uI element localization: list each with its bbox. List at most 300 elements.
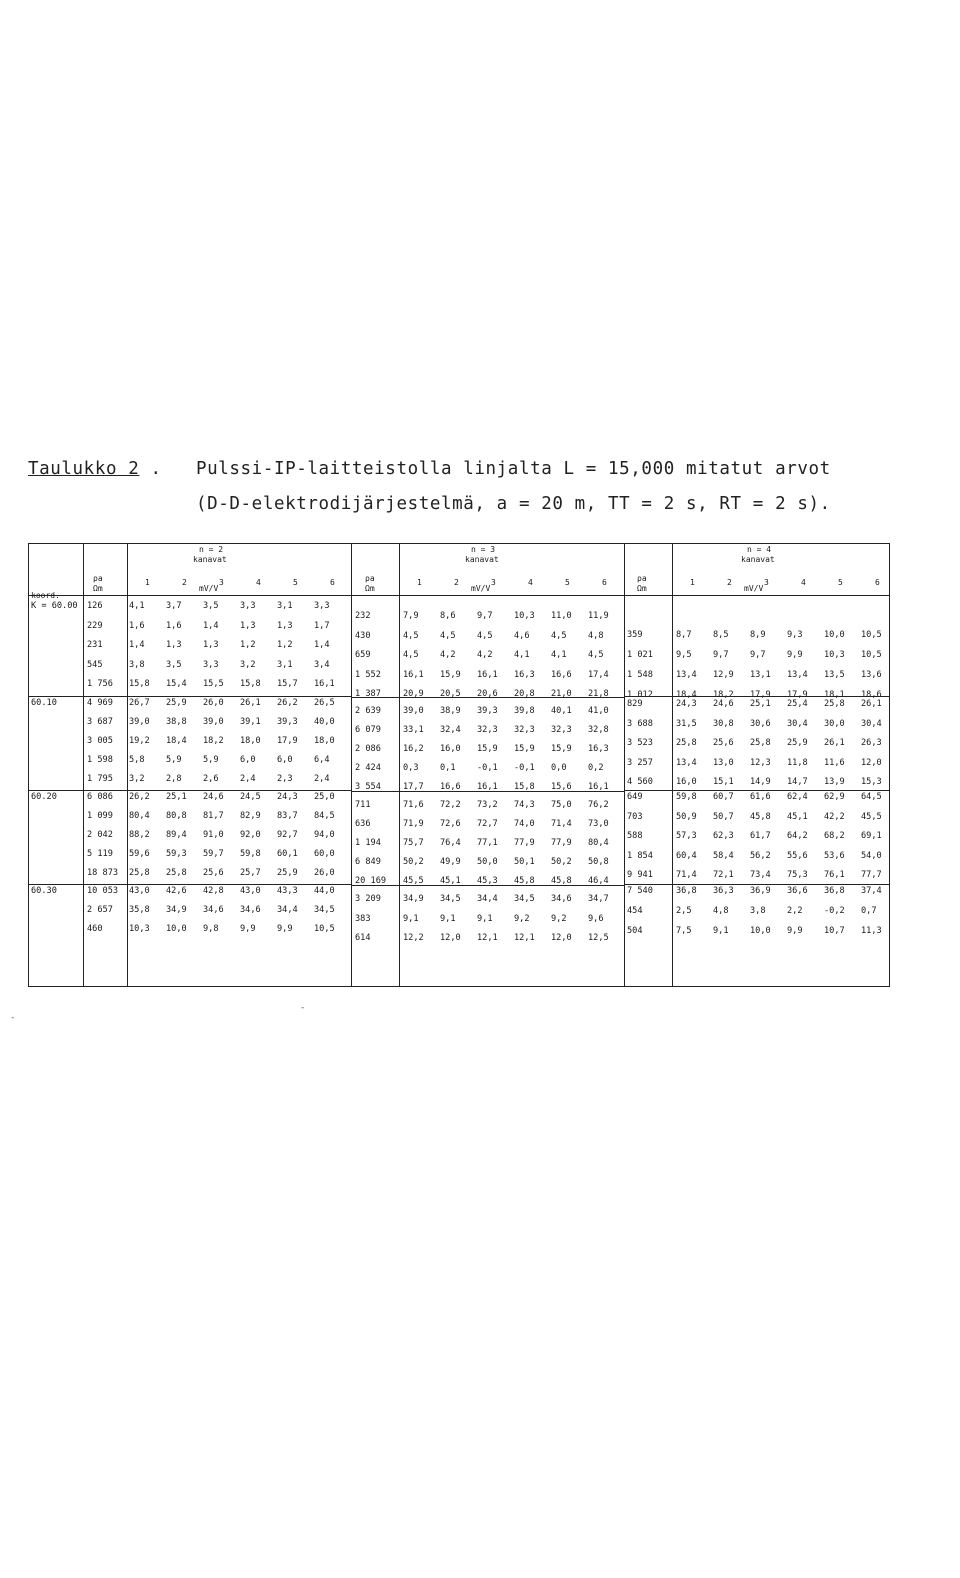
margin-mark: - xyxy=(300,1003,306,1013)
channel-value: 68,2 xyxy=(824,831,845,841)
channel-value: 50,1 xyxy=(514,857,535,867)
measurement-table xyxy=(28,543,890,987)
channel-value: 30,4 xyxy=(861,718,882,729)
channel-value: 56,2 xyxy=(750,850,771,861)
channel-value: 25,8 xyxy=(166,868,187,878)
rho-value: 1 012 xyxy=(627,690,653,700)
channel-header: 5 xyxy=(838,578,843,587)
channel-value: 9,1 xyxy=(403,913,419,924)
channel-value: 9,9 xyxy=(787,926,803,936)
channel-value: 73,2 xyxy=(477,800,498,810)
channel-value: 30,8 xyxy=(713,718,734,729)
channel-value: 34,6 xyxy=(203,905,224,915)
rho-value: 2 424 xyxy=(355,763,381,773)
rho-value: 3 688 xyxy=(627,718,653,729)
channel-value: 12,1 xyxy=(514,933,535,943)
channel-value: 9,8 xyxy=(203,924,219,934)
channel-value: 92,0 xyxy=(240,830,261,840)
channel-value: 0,0 xyxy=(551,763,567,773)
channel-value: 59,7 xyxy=(203,849,224,859)
channel-value: 39,3 xyxy=(477,706,498,716)
channel-value: 39,3 xyxy=(277,717,298,727)
channel-value: 71,6 xyxy=(403,800,424,810)
channel-value: 1,7 xyxy=(314,620,330,631)
channel-value: 77,7 xyxy=(861,870,882,880)
channel-value: 4,6 xyxy=(514,630,530,641)
channel-value: 94,0 xyxy=(314,830,335,840)
rho-value: 3 523 xyxy=(627,738,653,748)
channel-value: 20,6 xyxy=(477,689,498,699)
channel-value: 16,0 xyxy=(440,744,461,754)
channel-value: 26,3 xyxy=(861,738,882,748)
channel-value: 43,0 xyxy=(240,886,261,896)
mv-unit: mV/V xyxy=(199,584,219,593)
channel-value: 15,1 xyxy=(713,777,734,787)
section-coordinate: 60.10 xyxy=(31,698,57,708)
channel-value: 40,1 xyxy=(551,706,572,716)
channel-value: 54,0 xyxy=(861,850,882,861)
channel-value: 45,8 xyxy=(750,811,771,822)
channel-value: 14,7 xyxy=(787,777,808,787)
channel-value: 60,7 xyxy=(713,792,734,802)
channel-value: 84,5 xyxy=(314,811,335,821)
channel-value: 16,1 xyxy=(477,782,498,792)
rho-header: ρa xyxy=(365,574,375,583)
channel-value: 9,1 xyxy=(440,913,456,924)
channel-value: 18,1 xyxy=(824,690,845,700)
section-divider xyxy=(351,697,624,698)
channel-value: 18,6 xyxy=(861,690,882,700)
channel-value: 25,1 xyxy=(166,792,187,802)
channel-value: 24,3 xyxy=(277,792,298,802)
channel-value: 25,8 xyxy=(824,699,845,709)
channel-value: 2,3 xyxy=(277,774,293,784)
rho-value: 1 854 xyxy=(627,850,653,861)
channel-value: 4,5 xyxy=(403,650,419,660)
channel-value: 80,4 xyxy=(129,811,150,821)
channel-value: 13,0 xyxy=(713,757,734,768)
channel-value: 25,9 xyxy=(166,698,187,708)
channel-value: 15,9 xyxy=(440,669,461,680)
channel-value: 13,4 xyxy=(676,757,697,768)
channel-value: 26,1 xyxy=(240,698,261,708)
channel-value: 15,8 xyxy=(129,679,150,689)
channel-value: 24,6 xyxy=(203,792,224,802)
channel-value: 30,6 xyxy=(750,718,771,729)
channel-value: 13,9 xyxy=(824,777,845,787)
rho-value: 20 169 xyxy=(355,876,387,886)
channel-value: 75,0 xyxy=(551,800,572,810)
channel-value: -0,1 xyxy=(477,763,498,773)
channel-value: 75,7 xyxy=(403,838,424,848)
section-divider xyxy=(29,884,351,885)
channel-value: 72,1 xyxy=(713,870,734,880)
channel-value: 9,2 xyxy=(551,913,567,924)
section-divider xyxy=(624,790,889,791)
channel-value: 5,9 xyxy=(166,755,182,765)
section-divider xyxy=(29,790,351,791)
channel-value: 3,1 xyxy=(277,659,293,670)
channel-value: 10,5 xyxy=(861,650,882,660)
rho-value: 6 079 xyxy=(355,725,381,735)
channel-value: 4,5 xyxy=(588,650,604,660)
channel-value: 18,2 xyxy=(203,736,224,746)
channel-value: 24,6 xyxy=(713,699,734,709)
channel-value: 9,9 xyxy=(240,924,256,934)
channel-value: 3,2 xyxy=(129,774,145,784)
channel-value: 9,9 xyxy=(787,650,803,660)
channel-value: 1,3 xyxy=(240,620,256,631)
channel-value: 25,9 xyxy=(277,868,298,878)
rho-value: 1 795 xyxy=(87,774,113,784)
channel-value: 10,0 xyxy=(166,924,187,934)
rho-value: 1 548 xyxy=(627,670,653,680)
channel-value: 35,8 xyxy=(129,905,150,915)
channel-value: 4,5 xyxy=(551,630,567,641)
channel-value: 50,2 xyxy=(403,857,424,867)
rho-header: ρa xyxy=(93,574,103,583)
channel-value: 13,5 xyxy=(824,670,845,680)
rho-value: 9 941 xyxy=(627,870,653,880)
rho-value: 1 598 xyxy=(87,755,113,765)
channel-value: 4,2 xyxy=(440,650,456,660)
channel-value: 80,4 xyxy=(588,838,609,848)
channel-value: 59,3 xyxy=(166,849,187,859)
channel-header: 3 xyxy=(764,578,769,587)
channel-value: 39,1 xyxy=(240,717,261,727)
channel-value: 16,0 xyxy=(676,777,697,787)
rho-header: ρa xyxy=(637,574,647,583)
channel-value: 1,6 xyxy=(166,620,182,631)
rho-value: 430 xyxy=(355,630,371,641)
rho-value: 711 xyxy=(355,800,371,810)
channel-value: 25,8 xyxy=(676,738,697,748)
table-label: Taulukko 2 . xyxy=(28,459,162,479)
rho-value: 614 xyxy=(355,933,371,943)
rho-value: 1 194 xyxy=(355,838,381,848)
rho-value: 232 xyxy=(355,611,371,621)
channel-value: 3,8 xyxy=(129,659,145,670)
rho-value: 3 554 xyxy=(355,782,381,792)
channel-value: 75,3 xyxy=(787,870,808,880)
rho-value: 545 xyxy=(87,659,103,670)
channel-value: 17,4 xyxy=(588,669,609,680)
channel-value: 32,8 xyxy=(588,725,609,735)
channel-value: 16,1 xyxy=(403,669,424,680)
channel-value: 17,7 xyxy=(403,782,424,792)
rho-value: 5 119 xyxy=(87,849,113,859)
channel-value: 18,4 xyxy=(676,690,697,700)
channel-value: 40,0 xyxy=(314,717,335,727)
column-divider xyxy=(127,544,128,986)
channel-value: 5,8 xyxy=(129,755,145,765)
channel-value: 61,7 xyxy=(750,831,771,841)
channel-value: 88,2 xyxy=(129,830,150,840)
channel-value: 3,7 xyxy=(166,601,182,611)
table-title-line2: (D-D-elektrodijärjestelmä, a = 20 m, TT = 2 s, RT = 2 s). xyxy=(196,494,831,514)
rho-value: 1 021 xyxy=(627,650,653,660)
channel-value: 32,4 xyxy=(440,725,461,735)
channel-value: 1,4 xyxy=(203,620,219,631)
channel-value: 34,6 xyxy=(240,905,261,915)
channel-value: 10,3 xyxy=(129,924,150,934)
channel-value: 9,7 xyxy=(477,611,493,621)
channel-value: 4,2 xyxy=(477,650,493,660)
channel-value: 50,2 xyxy=(551,857,572,867)
section-divider xyxy=(351,791,624,792)
rho-value: 7 540 xyxy=(627,886,653,896)
channel-value: 77,9 xyxy=(551,838,572,848)
channel-value: 3,3 xyxy=(240,601,256,611)
channel-value: 4,5 xyxy=(477,630,493,641)
channel-value: 26,2 xyxy=(129,792,150,802)
column-divider xyxy=(399,544,400,986)
channel-value: 7,5 xyxy=(676,926,692,936)
channel-value: 73,0 xyxy=(588,819,609,829)
channel-value: 2,4 xyxy=(240,774,256,784)
channel-value: 71,4 xyxy=(551,819,572,829)
channel-value: 9,1 xyxy=(713,926,729,936)
channel-value: 3,2 xyxy=(240,659,256,670)
channel-value: 77,9 xyxy=(514,838,535,848)
channel-value: 45,8 xyxy=(551,876,572,886)
channel-value: 25,8 xyxy=(129,868,150,878)
channel-value: 3,4 xyxy=(314,659,330,670)
channel-value: 20,9 xyxy=(403,689,424,699)
rho-value: 504 xyxy=(627,926,643,936)
rho-value: 454 xyxy=(627,906,643,916)
channel-value: 32,3 xyxy=(551,725,572,735)
channel-header: 1 xyxy=(417,578,422,587)
channel-value: 20,5 xyxy=(440,689,461,699)
channel-value: 62,9 xyxy=(824,792,845,802)
channel-header: 2 xyxy=(727,578,732,587)
channel-value: 60,1 xyxy=(277,849,298,859)
channel-value: 25,0 xyxy=(314,792,335,802)
channel-value: 20,8 xyxy=(514,689,535,699)
channel-value: 30,0 xyxy=(824,718,845,729)
rho-value: 3 687 xyxy=(87,717,113,727)
channel-value: 83,7 xyxy=(277,811,298,821)
channel-value: 64,5 xyxy=(861,792,882,802)
channel-value: 6,4 xyxy=(314,755,330,765)
channel-value: 76,4 xyxy=(440,838,461,848)
channel-value: 18,0 xyxy=(240,736,261,746)
channel-header: 2 xyxy=(454,578,459,587)
channel-value: 13,1 xyxy=(750,670,771,680)
rho-value: 2 086 xyxy=(355,744,381,754)
column-divider xyxy=(351,544,352,986)
channel-value: 50,8 xyxy=(588,857,609,867)
channel-value: 60,0 xyxy=(314,849,335,859)
rho-value: 4 560 xyxy=(627,777,653,787)
channel-value: 50,7 xyxy=(713,811,734,822)
channel-value: 1,3 xyxy=(203,640,219,650)
channel-value: 4,1 xyxy=(129,601,145,611)
channel-value: 81,7 xyxy=(203,811,224,821)
channel-value: 45,8 xyxy=(514,876,535,886)
rho-value: 6 849 xyxy=(355,857,381,867)
channel-value: 42,8 xyxy=(203,886,224,896)
channel-value: 10,3 xyxy=(514,611,535,621)
channel-value: 43,0 xyxy=(129,886,150,896)
channel-value: 10,0 xyxy=(824,630,845,640)
channel-value: 34,9 xyxy=(403,894,424,904)
group-2-title: n = 2 xyxy=(199,545,224,554)
channel-value: 11,8 xyxy=(787,757,808,768)
column-divider xyxy=(624,544,625,986)
margin-mark: - xyxy=(10,1013,16,1023)
channel-value: 61,6 xyxy=(750,792,771,802)
channel-value: 9,3 xyxy=(787,630,803,640)
channel-value: 62,4 xyxy=(787,792,808,802)
channel-value: 50,9 xyxy=(676,811,697,822)
channel-header: 4 xyxy=(256,578,261,587)
channel-value: 16,3 xyxy=(514,669,535,680)
channel-value: 15,6 xyxy=(551,782,572,792)
channel-value: 59,6 xyxy=(129,849,150,859)
mv-unit: mV/V xyxy=(744,584,764,593)
channel-value: 34,5 xyxy=(440,894,461,904)
rho-value: 659 xyxy=(355,650,371,660)
channel-header: 3 xyxy=(219,578,224,587)
channel-value: 8,5 xyxy=(713,630,729,640)
channel-value: 91,0 xyxy=(203,830,224,840)
channel-value: 16,1 xyxy=(588,782,609,792)
channel-value: 0,7 xyxy=(861,906,877,916)
channel-value: 12,9 xyxy=(713,670,734,680)
channel-value: 9,5 xyxy=(676,650,692,660)
channel-value: 8,6 xyxy=(440,611,456,621)
channel-value: 60,4 xyxy=(676,850,697,861)
channel-value: 39,8 xyxy=(514,706,535,716)
channel-value: 25,9 xyxy=(787,738,808,748)
channel-header: 1 xyxy=(145,578,150,587)
channel-value: 25,6 xyxy=(713,738,734,748)
channel-value: 10,5 xyxy=(314,924,335,934)
channel-value: 33,1 xyxy=(403,725,424,735)
channel-value: 77,1 xyxy=(477,838,498,848)
channel-value: 34,5 xyxy=(514,894,535,904)
channel-value: 17,9 xyxy=(277,736,298,746)
channel-value: 19,2 xyxy=(129,736,150,746)
rho-value: 231 xyxy=(87,640,103,650)
channel-value: 2,5 xyxy=(676,906,692,916)
channel-value: 2,6 xyxy=(203,774,219,784)
channel-value: 3,5 xyxy=(166,659,182,670)
channel-value: 9,7 xyxy=(713,650,729,660)
channel-value: 17,9 xyxy=(750,690,771,700)
channel-value: 16,6 xyxy=(440,782,461,792)
channel-value: 9,1 xyxy=(477,913,493,924)
header-divider xyxy=(29,595,889,596)
channel-value: 71,9 xyxy=(403,819,424,829)
channel-value: 30,4 xyxy=(787,718,808,729)
channel-value: 55,6 xyxy=(787,850,808,861)
channel-value: 34,4 xyxy=(277,905,298,915)
channel-value: 53,6 xyxy=(824,850,845,861)
channel-value: 34,6 xyxy=(551,894,572,904)
channel-value: 15,4 xyxy=(166,679,187,689)
ohm-unit: Ωm xyxy=(637,584,647,593)
channel-value: 16,3 xyxy=(588,744,609,754)
channel-value: 26,0 xyxy=(203,698,224,708)
channel-value: 71,4 xyxy=(676,870,697,880)
channel-value: 1,4 xyxy=(314,640,330,650)
channel-value: 15,3 xyxy=(861,777,882,787)
channel-value: 25,1 xyxy=(750,699,771,709)
kanavat-label: kanavat xyxy=(741,555,775,564)
channel-header: 6 xyxy=(330,578,335,587)
rho-value: 229 xyxy=(87,620,103,631)
channel-value: 36,8 xyxy=(824,886,845,896)
channel-value: 1,2 xyxy=(240,640,256,650)
channel-value: 34,4 xyxy=(477,894,498,904)
channel-value: 21,8 xyxy=(588,689,609,699)
channel-value: 1,3 xyxy=(166,640,182,650)
section-coordinate: 60.30 xyxy=(31,886,57,896)
channel-header: 3 xyxy=(491,578,496,587)
channel-value: 46,4 xyxy=(588,876,609,886)
channel-value: 1,2 xyxy=(277,640,293,650)
channel-value: 44,0 xyxy=(314,886,335,896)
ohm-unit: Ωm xyxy=(93,584,103,593)
channel-value: 59,8 xyxy=(676,792,697,802)
channel-value: 12,5 xyxy=(588,933,609,943)
channel-value: -0,2 xyxy=(824,906,845,916)
channel-value: 45,5 xyxy=(403,876,424,886)
channel-value: 26,0 xyxy=(314,868,335,878)
rho-value: 18 873 xyxy=(87,868,119,878)
channel-value: 9,2 xyxy=(514,913,530,924)
channel-value: 3,1 xyxy=(277,601,293,611)
rho-value: 2 042 xyxy=(87,830,113,840)
rho-value: 3 005 xyxy=(87,736,113,746)
channel-value: 58,4 xyxy=(713,850,734,861)
channel-value: 8,7 xyxy=(676,630,692,640)
channel-value: 10,0 xyxy=(750,926,771,936)
section-divider xyxy=(29,696,351,697)
channel-value: 64,2 xyxy=(787,831,808,841)
channel-value: 11,0 xyxy=(551,611,572,621)
channel-value: 37,4 xyxy=(861,886,882,896)
rho-value: 6 086 xyxy=(87,792,113,802)
rho-value: 383 xyxy=(355,913,371,924)
section-divider xyxy=(624,884,889,885)
group-4-title: n = 4 xyxy=(747,545,772,554)
channel-value: 18,4 xyxy=(166,736,187,746)
rho-value: 3 209 xyxy=(355,894,381,904)
channel-value: 4,8 xyxy=(588,630,604,641)
channel-value: 3,3 xyxy=(203,659,219,670)
column-divider xyxy=(83,544,84,986)
channel-value: 15,9 xyxy=(514,744,535,754)
channel-value: 36,6 xyxy=(787,886,808,896)
channel-value: 15,5 xyxy=(203,679,224,689)
channel-value: 57,3 xyxy=(676,831,697,841)
channel-header: 5 xyxy=(565,578,570,587)
section-coordinate: K = 60.00 xyxy=(31,601,78,611)
rho-value: 1 387 xyxy=(355,689,381,699)
channel-value: 16,6 xyxy=(551,669,572,680)
channel-value: 72,7 xyxy=(477,819,498,829)
channel-value: 13,4 xyxy=(787,670,808,680)
channel-value: 4,5 xyxy=(403,630,419,641)
channel-value: 16,1 xyxy=(314,679,335,689)
channel-header: 6 xyxy=(875,578,880,587)
channel-value: 6,0 xyxy=(277,755,293,765)
rho-value: 3 257 xyxy=(627,757,653,768)
